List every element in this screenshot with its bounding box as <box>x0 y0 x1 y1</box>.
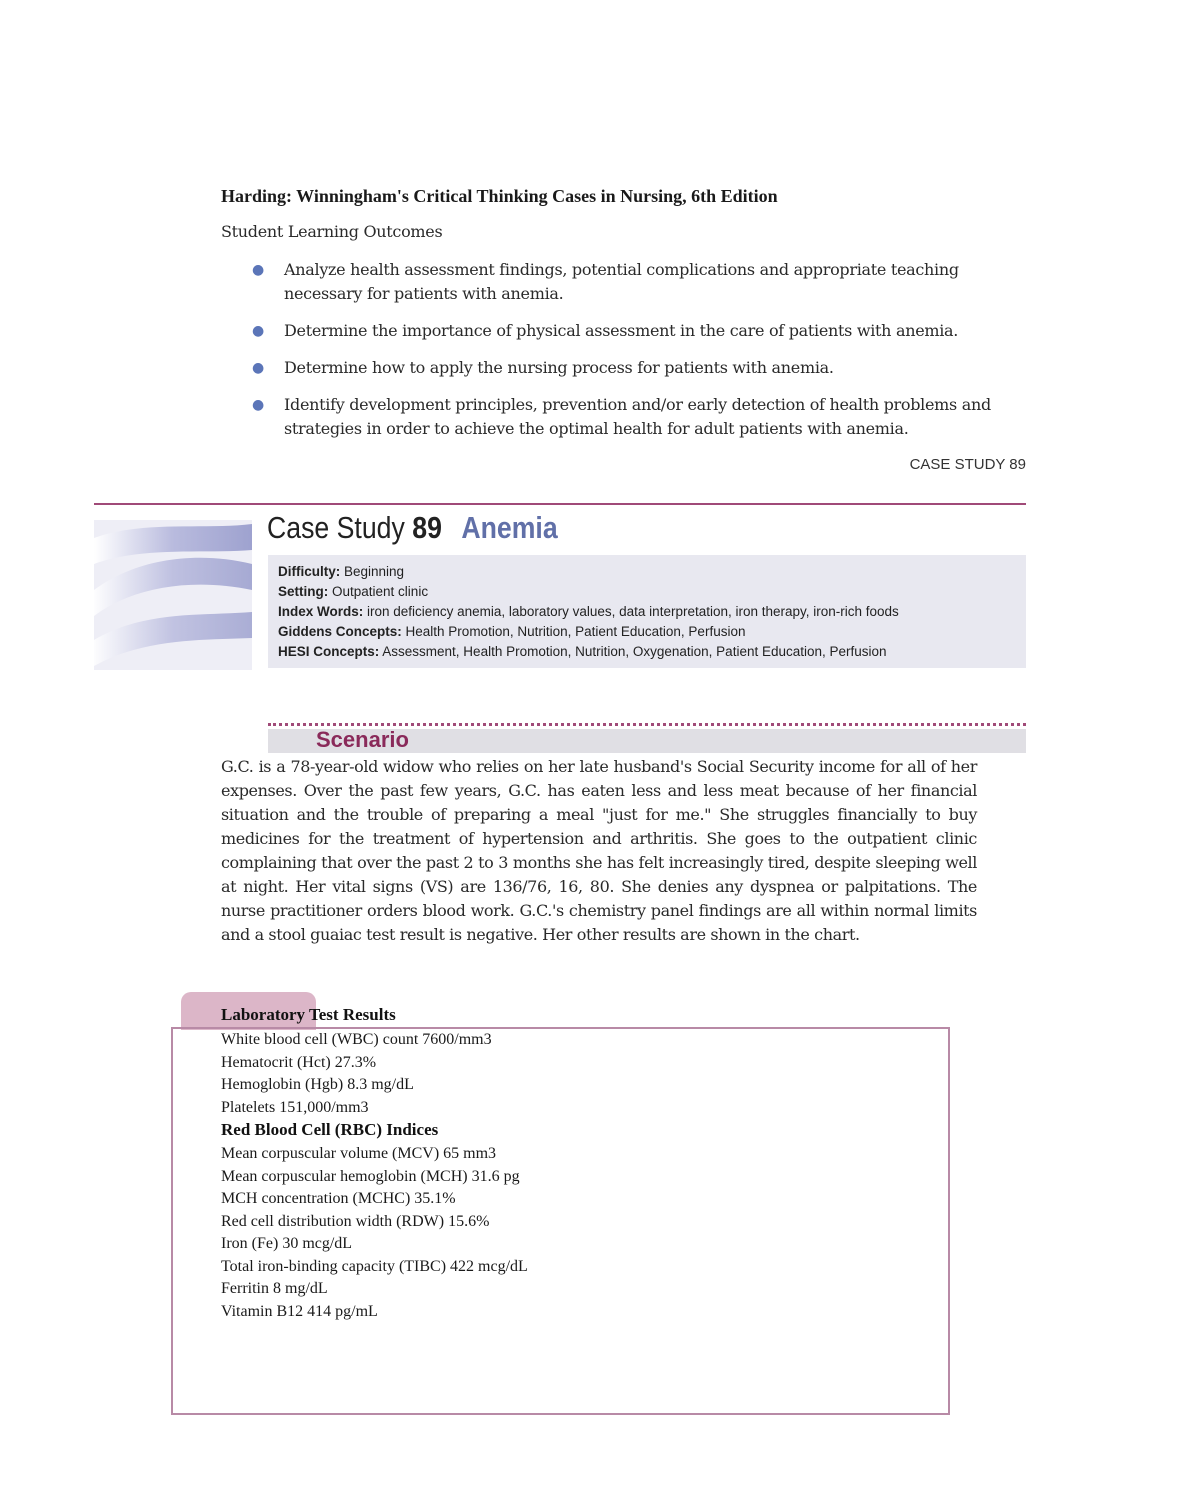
case-number: 89 <box>412 510 442 545</box>
learning-outcomes-heading: Student Learning Outcomes <box>221 222 443 241</box>
list-item: ● Determine how to apply the nursing process for patients with anemia. <box>252 356 992 380</box>
info-row-giddens: Giddens Concepts: Health Promotion, Nutrition, Patient Education, Perfusion <box>278 624 746 639</box>
list-item: White blood cell (WBC) count 7600/mm3 <box>221 1031 492 1048</box>
section-divider <box>94 503 1026 505</box>
list-item: Iron (Fe) 30 mcg/dL <box>221 1235 353 1252</box>
info-row-index-words: Index Words: iron deficiency anemia, laboratory values, data interpretation, iron therapy, iron-rich foods <box>278 604 899 619</box>
bullet-icon: ● <box>252 262 264 278</box>
bullet-icon: ● <box>252 397 264 413</box>
rbc-indices-heading: Red Blood Cell (RBC) Indices <box>221 1120 439 1139</box>
rbc-indices-list <box>221 1143 528 1323</box>
list-item: Hemoglobin (Hgb) 8.3 mg/dL <box>221 1076 414 1093</box>
info-row-hesi: HESI Concepts: Assessment, Health Promotion, Nutrition, Oxygenation, Patient Education, Perfusion <box>278 644 887 659</box>
case-info-box <box>268 555 1026 668</box>
list-item: ● Analyze health assessment findings, potential complications and appropriate teaching necessary for patients with anemia. <box>252 260 959 303</box>
learning-outcomes-list <box>252 258 992 454</box>
scenario-paragraph: G.C. is a 78-year-old widow who relies on her late husband's Social Security income for all of her expenses. Over the past few years, G.C. has eaten less and less meat because of her financial situation and the trouble of preparing a meal "just for me." She struggles financially to buy medicines for the treatment of hypertension and arthritis. She goes to the outpatient clinic complaining that over the past 2 to 3 months she has felt increasingly tired, despite sleeping well at night. Her vital signs (VS) are 136/76, 16, 80. She denies any dyspnea or palpitations. The nurse practitioner orders blood work. G.C.'s chemistry panel findings are all within normal limits and a stool guaiac test result is negative. Her other results are shown in the chart. <box>221 757 977 944</box>
list-item: Red cell distribution width (RDW) 15.6% <box>221 1212 490 1230</box>
bullet-icon: ● <box>252 323 264 339</box>
list-item: Mean corpuscular volume (MCV) 65 mm3 <box>221 1145 497 1162</box>
list-item: Ferritin 8 mg/dL <box>221 1280 328 1297</box>
case-topic: Anemia <box>461 510 558 545</box>
list-item: MCH concentration (MCHC) 35.1% <box>221 1190 456 1207</box>
list-item: Total iron-binding capacity (TIBC) 422 mcg/dL <box>221 1257 528 1275</box>
list-item: Hematocrit (Hct) 27.3% <box>221 1053 377 1071</box>
case-study-label: CASE STUDY 89 <box>909 456 1026 473</box>
lab-results-list <box>221 1029 492 1119</box>
scenario-title: Scenario <box>316 727 409 752</box>
list-item: Vitamin B12 414 pg/mL <box>221 1302 378 1320</box>
scenario-dotted-rule <box>268 723 1026 726</box>
bullet-icon: ● <box>252 360 264 376</box>
list-item: Platelets 151,000/mm3 <box>221 1098 369 1116</box>
info-row-difficulty: Difficulty: Beginning <box>278 564 405 579</box>
list-item: Mean corpuscular hemoglobin (MCH) 31.6 pg <box>221 1167 520 1185</box>
book-title: Harding: Winningham's Critical Thinking Cases in Nursing, 6th Edition <box>221 186 778 206</box>
lab-results-heading: Laboratory Test Results <box>221 1005 396 1024</box>
case-study-title <box>267 510 558 546</box>
ribbon-waves-icon <box>94 520 252 670</box>
list-item: ● Determine the importance of physical assessment in the care of patients with anemia. <box>252 319 992 343</box>
info-row-setting: Setting: Outpatient clinic <box>278 584 429 599</box>
list-item: ● Identify development principles, prevention and/or early detection of health problems and strategies in order to achieve the optimal health for adult patients with anemia. <box>252 395 991 438</box>
case-title-prefix: Case Study <box>267 510 405 545</box>
